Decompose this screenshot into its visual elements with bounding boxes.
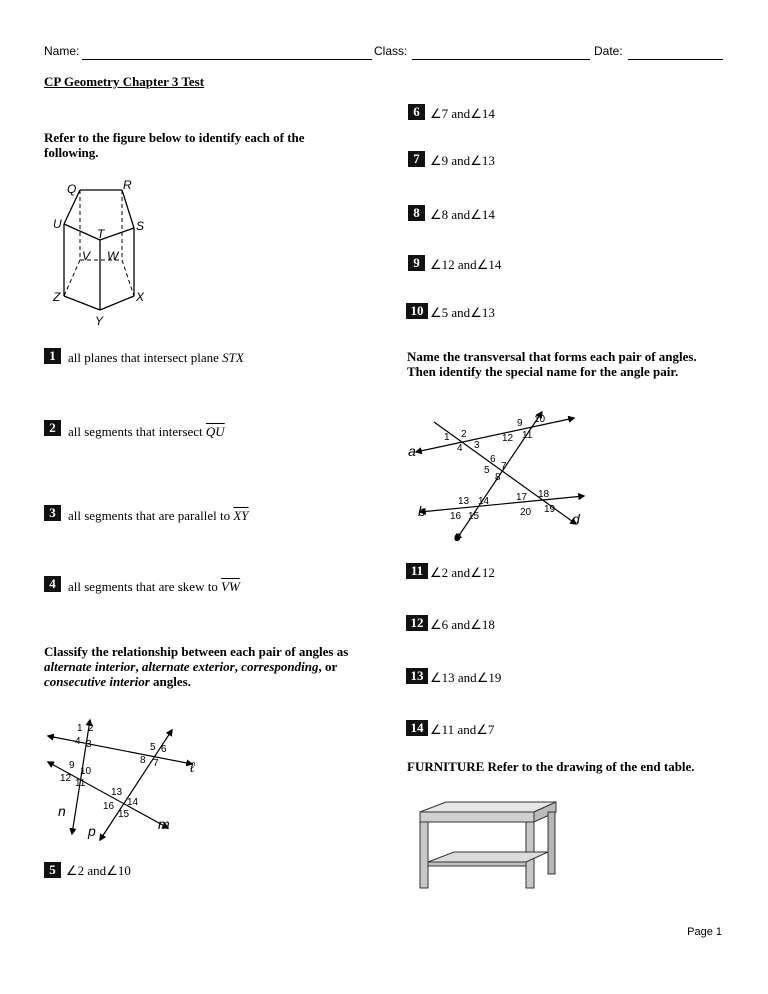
label-v: V — [82, 249, 91, 263]
fig2-label-1: 1 — [444, 432, 450, 443]
q9-angle-b: 14 — [488, 257, 502, 272]
question-number-14: 14 — [406, 720, 428, 736]
angle-icon: ∠ — [470, 565, 482, 580]
fig2-label-12: 12 — [502, 433, 514, 444]
angle-label-15: 15 — [118, 809, 130, 820]
section2-instruction: Classify the relationship between each pair of angles as alternate interior, alternate exterior, corresponding, or consecutive interior angles. — [44, 644, 349, 689]
angle-label-2: 2 — [88, 723, 94, 734]
fig2-label-5: 5 — [484, 465, 490, 476]
line-label-m: m — [158, 816, 170, 832]
label-t: T — [97, 227, 105, 241]
q6-angle-a: 7 — [441, 106, 449, 121]
question-7 — [430, 153, 495, 169]
q7-and: and — [451, 153, 471, 168]
section4-text: Refer to the drawing of the end table. — [484, 759, 695, 774]
term-corresponding: corresponding — [241, 659, 319, 674]
line-label-c: c — [454, 528, 461, 544]
name-label: Name: — [44, 44, 80, 58]
question-3-text: all segments that are parallel to — [68, 508, 234, 523]
q7-angle-b: 13 — [481, 153, 495, 168]
q11-angle-b: 12 — [481, 565, 495, 580]
angle-label-7: 7 — [153, 758, 159, 769]
question-number-8: 8 — [408, 205, 425, 221]
fig2-label-8: 8 — [495, 472, 501, 483]
q10-angle-a: 5 — [441, 305, 449, 320]
fig2-label-10: 10 — [534, 414, 546, 425]
question-number-6: 6 — [408, 104, 425, 120]
angle-label-3: 3 — [86, 739, 92, 750]
fig2-label-7: 7 — [501, 461, 507, 472]
q14-angle-a: 11 — [441, 722, 455, 737]
angle-icon: ∠ — [430, 153, 442, 168]
question-8 — [430, 207, 495, 223]
fig2-label-20: 20 — [520, 507, 532, 518]
angle-icon: ∠ — [476, 257, 489, 272]
label-w: W — [107, 249, 119, 263]
angle-icon: ∠ — [430, 565, 442, 580]
q9-and: and — [457, 257, 477, 272]
q10-and: and — [451, 305, 471, 320]
fig2-label-4: 4 — [457, 443, 463, 454]
q5-angle-b: 10 — [117, 863, 131, 878]
question-number-7: 7 — [408, 151, 425, 167]
question-number-12: 12 — [406, 615, 428, 631]
question-4-ref: $\overline{VW}$ — [221, 579, 240, 594]
angle-label-5: 5 — [150, 742, 156, 753]
angle-icon: ∠ — [470, 617, 482, 632]
q13-angle-a: 13 — [441, 670, 455, 685]
section2-text: Classify the relationship between each pair of angles as — [44, 644, 349, 659]
angle-icon: ∠ — [470, 207, 482, 222]
section2-tail: angles. — [149, 674, 191, 689]
angle-icon: ∠ — [476, 722, 488, 737]
label-y: Y — [95, 314, 104, 328]
line-label-n: n — [58, 803, 66, 819]
label-z: Z — [53, 290, 61, 304]
q11-and: and — [451, 565, 471, 580]
question-number-9: 9 — [408, 255, 425, 271]
fig2-label-14: 14 — [478, 496, 490, 507]
q10-angle-b: 13 — [481, 305, 495, 320]
fig2-label-18: 18 — [538, 489, 550, 500]
question-12 — [430, 617, 495, 633]
q8-angle-b: 14 — [481, 207, 495, 222]
line-label-b: b — [418, 503, 426, 519]
angle-label-8: 8 — [140, 755, 146, 766]
lines-figure-2 — [404, 408, 594, 544]
angle-label-13: 13 — [111, 787, 123, 798]
q8-angle-a: 8 — [441, 207, 449, 222]
question-2-ref: $\overline{QU}$ — [205, 424, 225, 439]
angle-label-1: 1 — [77, 723, 83, 734]
q5-angle-a: 2 — [77, 863, 85, 878]
question-2-text: all segments that intersect — [68, 424, 206, 439]
q14-angle-b: 7 — [487, 722, 495, 737]
question-5 — [66, 863, 131, 879]
section1-instruction: Refer to the figure below to identify each of the following. — [44, 130, 305, 160]
date-label: Date: — [594, 44, 623, 58]
label-q: Q — [67, 182, 77, 196]
angle-icon: ∠ — [430, 106, 442, 121]
question-1-text: all planes that intersect plane — [68, 350, 223, 365]
q6-angle-b: 14 — [481, 106, 495, 121]
question-number-11: 11 — [406, 563, 428, 579]
angle-icon: ∠ — [106, 863, 118, 878]
question-1-ref: STX — [222, 350, 244, 365]
question-6 — [430, 106, 495, 122]
question-11 — [430, 565, 495, 581]
angle-icon: ∠ — [470, 153, 482, 168]
term-alt-exterior: alternate exterior — [141, 659, 235, 674]
angle-label-4: 4 — [75, 736, 81, 747]
angle-label-16: 16 — [103, 801, 115, 812]
question-number-1: 1 — [44, 348, 61, 364]
q8-and: and — [451, 207, 471, 222]
angle-icon: ∠ — [476, 670, 489, 685]
fig2-label-9: 9 — [517, 418, 523, 429]
q12-and: and — [451, 617, 471, 632]
angle-icon: ∠ — [430, 722, 442, 737]
line-label-a: a — [408, 443, 416, 459]
fig2-label-2: 2 — [461, 429, 467, 440]
q12-angle-a: 6 — [441, 617, 449, 632]
question-4 — [68, 579, 240, 595]
angle-label-11: 11 — [75, 778, 86, 789]
q14-and: and — [457, 722, 477, 737]
angle-icon: ∠ — [66, 863, 78, 878]
fig2-label-16: 16 — [450, 511, 462, 522]
term-consecutive-interior: consecutive interior — [44, 674, 150, 689]
angle-icon: ∠ — [430, 617, 442, 632]
fig2-label-11: 11 — [522, 430, 533, 441]
fig2-label-19: 19 — [544, 504, 556, 515]
question-1 — [68, 350, 244, 366]
q9-angle-a: 12 — [441, 257, 455, 272]
q13-angle-b: 19 — [488, 670, 502, 685]
q12-angle-b: 18 — [481, 617, 495, 632]
angle-icon: ∠ — [470, 106, 482, 121]
question-number-10: 10 — [406, 303, 428, 319]
section3-instruction: Name the transversal that forms each pair of angles. Then identify the special name for the angle pair. — [407, 349, 697, 379]
prism-figure — [50, 178, 160, 333]
lines-figure-1 — [40, 716, 210, 844]
angle-icon: ∠ — [430, 670, 442, 685]
end-table-drawing — [414, 800, 559, 890]
question-4-text: all segments that are skew to — [68, 579, 222, 594]
fig2-label-3: 3 — [474, 440, 480, 451]
angle-label-9: 9 — [69, 760, 75, 771]
question-number-13: 13 — [406, 668, 428, 684]
q11-angle-a: 2 — [441, 565, 449, 580]
question-13 — [430, 670, 501, 686]
q13-and: and — [457, 670, 477, 685]
label-x: X — [136, 290, 145, 304]
q7-angle-a: 9 — [441, 153, 449, 168]
question-3 — [68, 508, 249, 524]
class-field[interactable] — [412, 59, 590, 60]
q5-and: and — [87, 863, 107, 878]
label-s: S — [136, 219, 145, 233]
label-r: R — [123, 178, 132, 192]
section4-label: FURNITURE — [407, 759, 485, 774]
class-label: Class: — [374, 44, 408, 58]
angle-icon: ∠ — [470, 305, 482, 320]
test-title: CP Geometry Chapter 3 Test — [44, 74, 205, 89]
angle-icon: ∠ — [430, 257, 442, 272]
question-number-4: 4 — [44, 576, 61, 592]
fig2-label-15: 15 — [468, 511, 480, 522]
angle-label-10: 10 — [80, 766, 92, 777]
page-number: Page 1 — [687, 926, 722, 938]
fig2-label-13: 13 — [458, 496, 470, 507]
question-number-5: 5 — [44, 862, 61, 878]
line-label-d: d — [572, 511, 580, 527]
line-label-l: ℓ — [190, 759, 195, 775]
angle-icon: ∠ — [430, 305, 442, 320]
term-alt-interior: alternate interior — [44, 659, 136, 674]
question-10 — [430, 305, 495, 321]
question-number-3: 3 — [44, 505, 61, 521]
question-9 — [430, 257, 501, 273]
section4-instruction — [407, 759, 695, 775]
angle-label-6: 6 — [161, 744, 167, 755]
angle-icon: ∠ — [430, 207, 442, 222]
question-2 — [68, 424, 225, 440]
angle-label-14: 14 — [127, 797, 139, 808]
question-3-ref: $\overline{XY}$ — [233, 508, 249, 523]
label-u: U — [53, 217, 62, 231]
fig2-label-17: 17 — [516, 492, 528, 503]
q6-and: and — [451, 106, 471, 121]
fig2-label-6: 6 — [490, 454, 496, 465]
date-field[interactable] — [628, 59, 723, 60]
line-label-p: p — [88, 823, 96, 839]
angle-label-12: 12 — [60, 773, 72, 784]
question-number-2: 2 — [44, 420, 61, 436]
question-14 — [430, 722, 494, 738]
name-field[interactable] — [82, 59, 372, 60]
